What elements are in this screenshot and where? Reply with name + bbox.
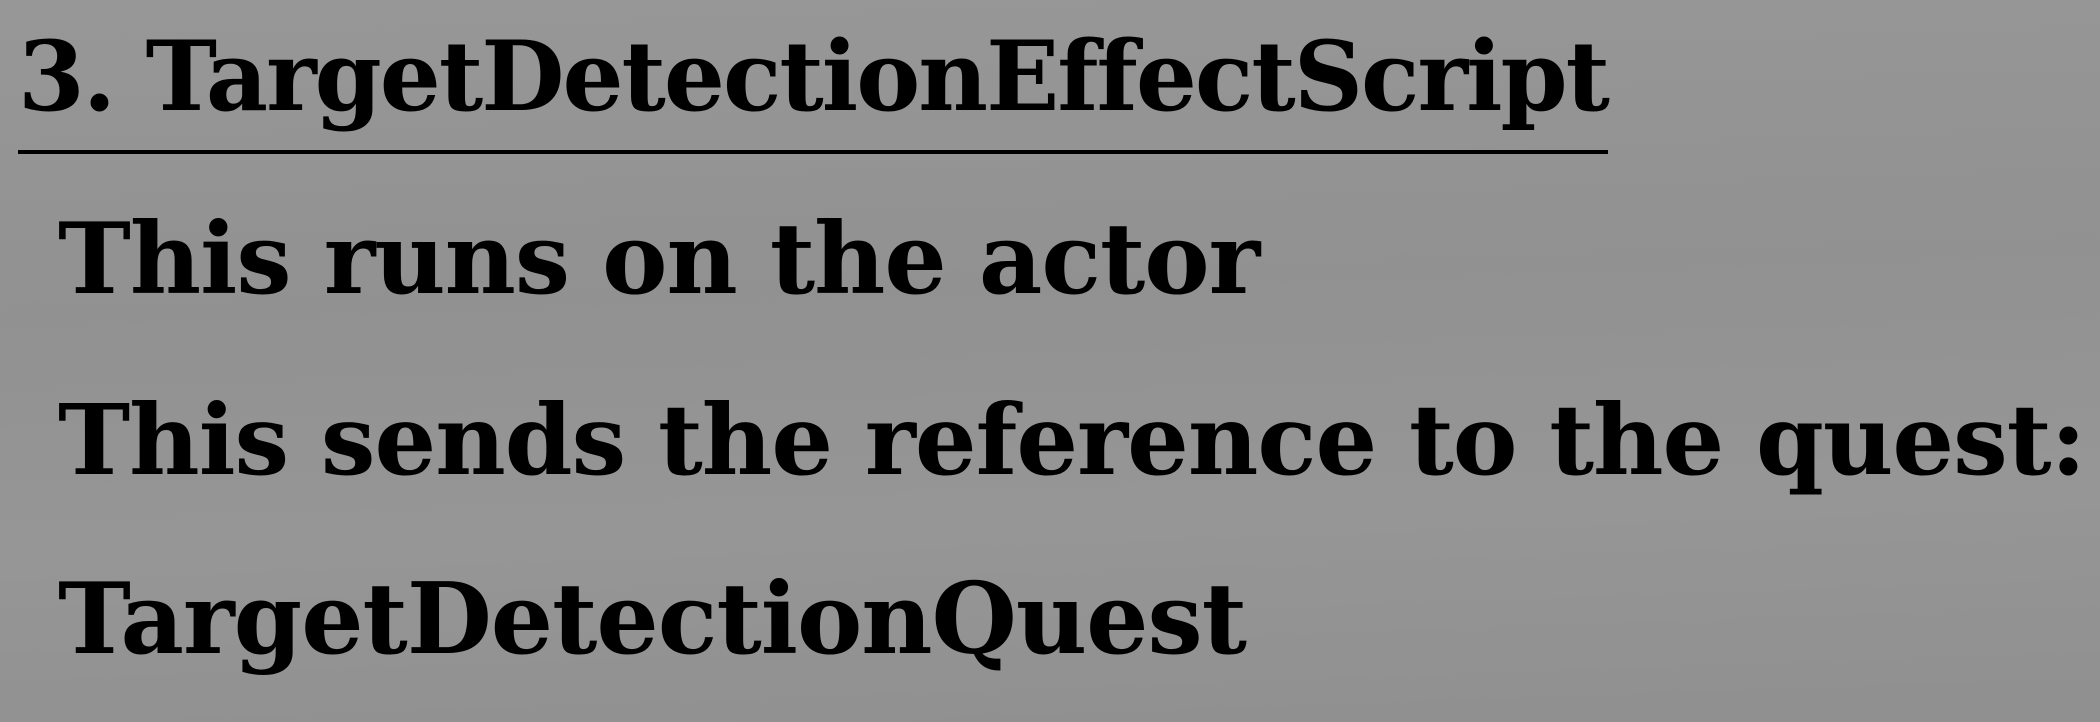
heading-underline	[18, 150, 1608, 154]
slide-line-actor: This runs on the actor	[58, 202, 1260, 317]
slide-line-reference: This sends the reference to the quest:	[58, 383, 2086, 497]
slide-line-quest-name: TargetDetectionQuest	[58, 562, 1246, 677]
slide-heading: 3. TargetDetectionEffectScript	[18, 20, 1608, 133]
